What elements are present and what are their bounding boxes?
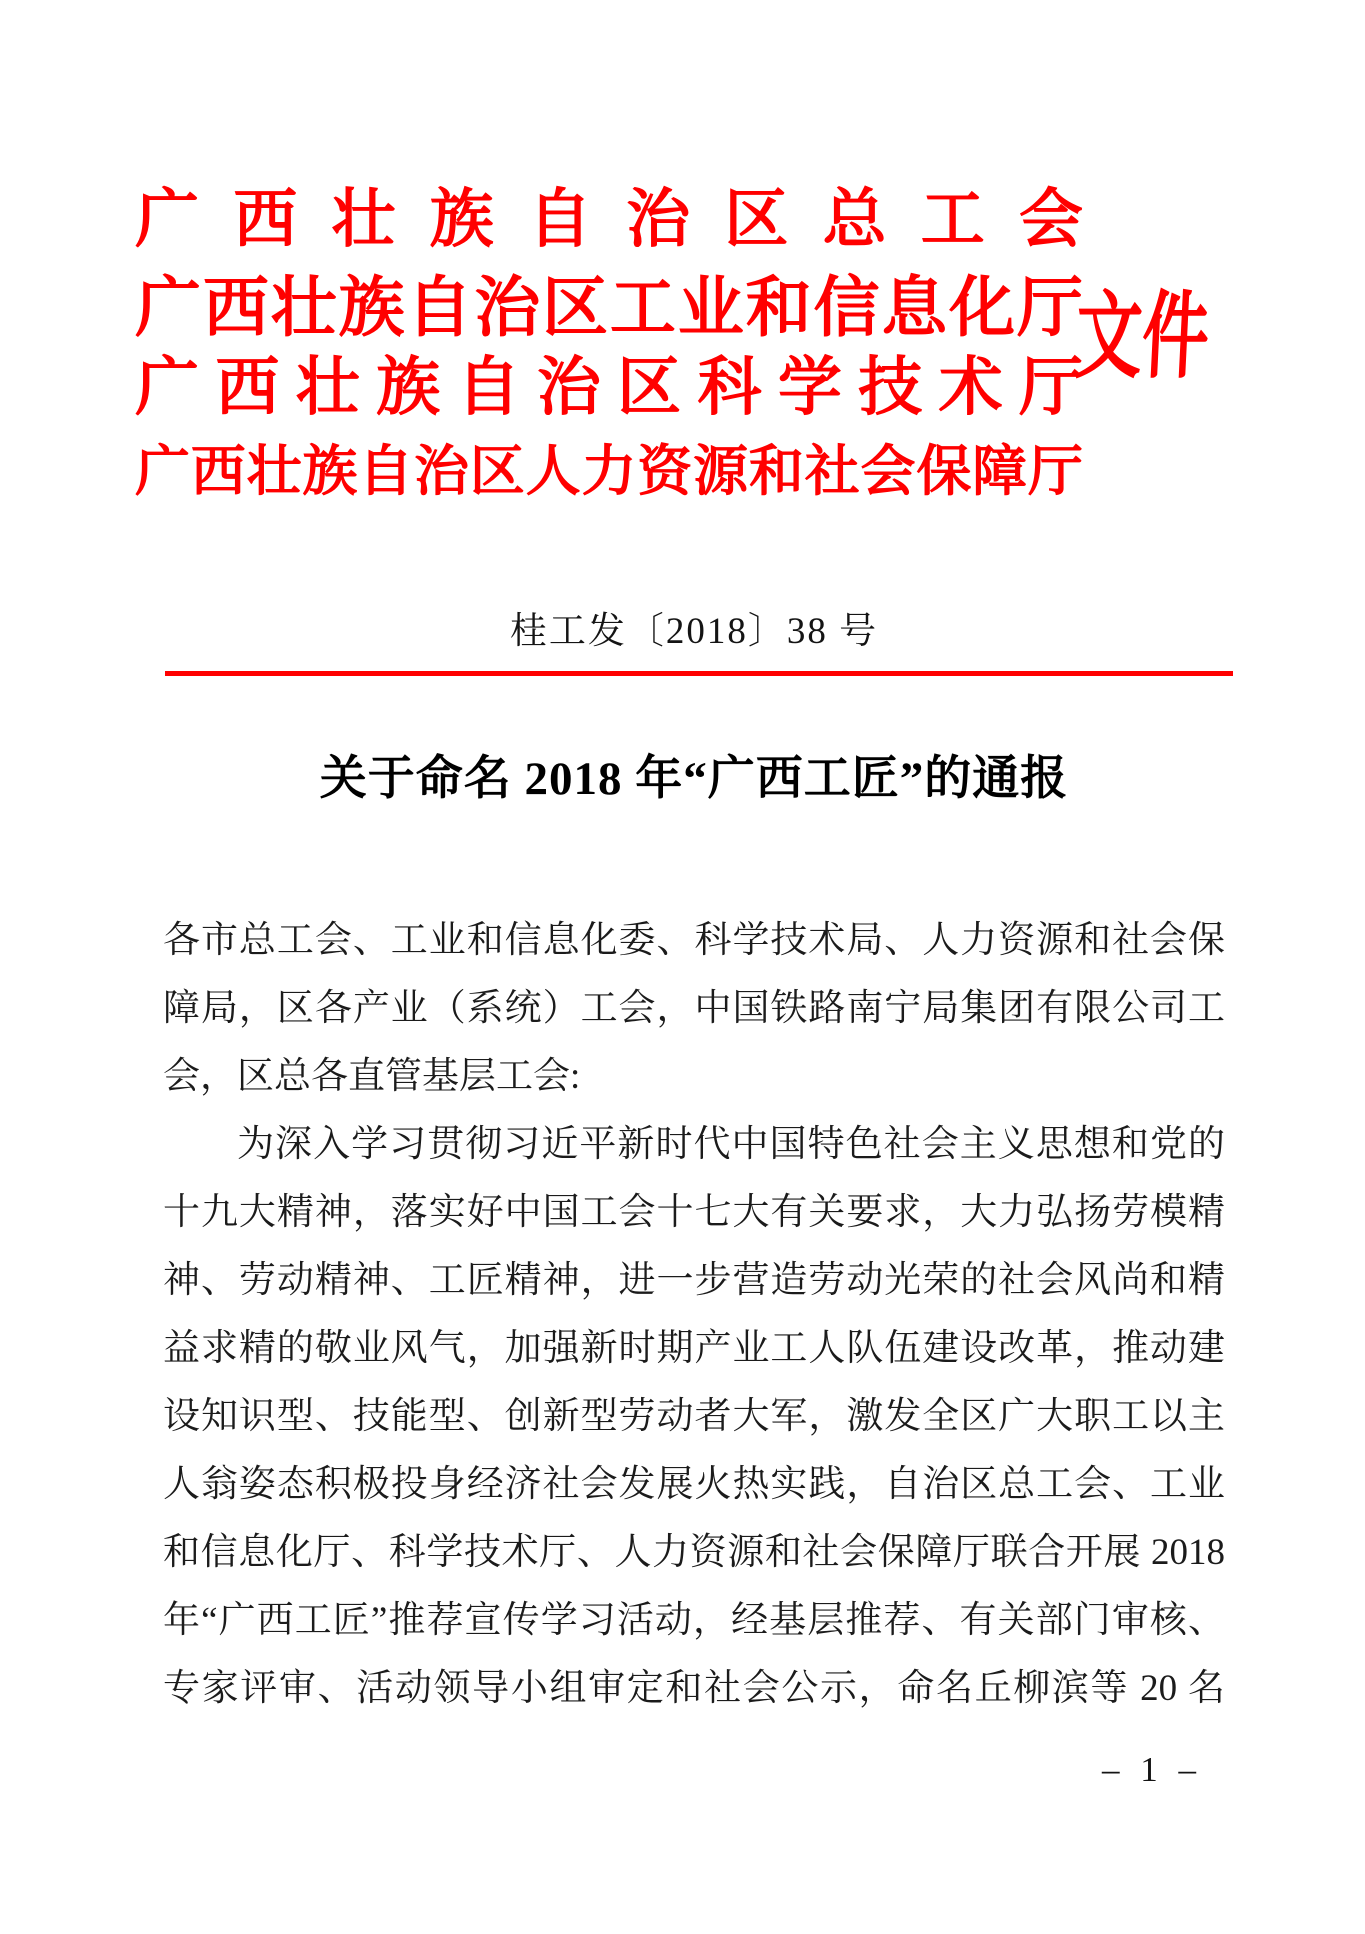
body-line: 十九大精神，落实好中国工会十七大有关要求，大力弘扬劳模精: [163, 1192, 1225, 1233]
org-line-4: 广西壮族自治区人力资源和社会保障厅: [135, 441, 1083, 502]
body-line: 障局，区各产业（系统）工会，中国铁路南宁局集团有限公司工: [163, 988, 1225, 1029]
body-line: 人翁姿态积极投身经济社会发展火热实践，自治区总工会、工业: [163, 1464, 1225, 1505]
body-line: 年“广西工匠”推荐宣传学习活动，经基层推荐、有关部门审核、: [163, 1600, 1225, 1641]
body-line: 设知识型、技能型、创新型劳动者大军，激发全区广大职工以主: [163, 1396, 1225, 1437]
doc-marker-wenjian: 文件: [1073, 284, 1212, 390]
body-line: 神、劳动精神、工匠精神，进一步营造劳动光荣的社会风尚和精: [163, 1260, 1225, 1301]
document-title: 关于命名 2018 年“广西工匠”的通报: [319, 753, 1069, 805]
body-line: 益求精的敬业风气，加强新时期产业工人队伍建设改革，推动建: [163, 1328, 1225, 1369]
org-line-3: 广西壮族自治区科学技术厅: [135, 352, 1083, 423]
body-line: 专家评审、活动领导小组审定和社会公示，命名丘柳滨等 20 名: [163, 1668, 1225, 1709]
body-line: 各市总工会、工业和信息化委、科学技术局、人力资源和社会保: [163, 920, 1225, 961]
org-line-1: 广西壮族自治区总工会: [135, 184, 1083, 255]
page-number: – 1 –: [1102, 1750, 1202, 1789]
red-divider: [165, 671, 1233, 676]
body-text: [163, 907, 1225, 1723]
body-line: 会，区总各直管基层工会:: [163, 1056, 581, 1097]
body-line: 和信息化厅、科学技术厅、人力资源和社会保障厅联合开展 2018: [163, 1532, 1225, 1573]
doc-number: 桂工发〔2018〕38 号: [509, 611, 879, 652]
org-line-2: 广西壮族自治区工业和信息化厅: [135, 272, 1083, 345]
body-line: 为深入学习贯彻习近平新时代中国特色社会主义思想和党的: [237, 1124, 1225, 1165]
